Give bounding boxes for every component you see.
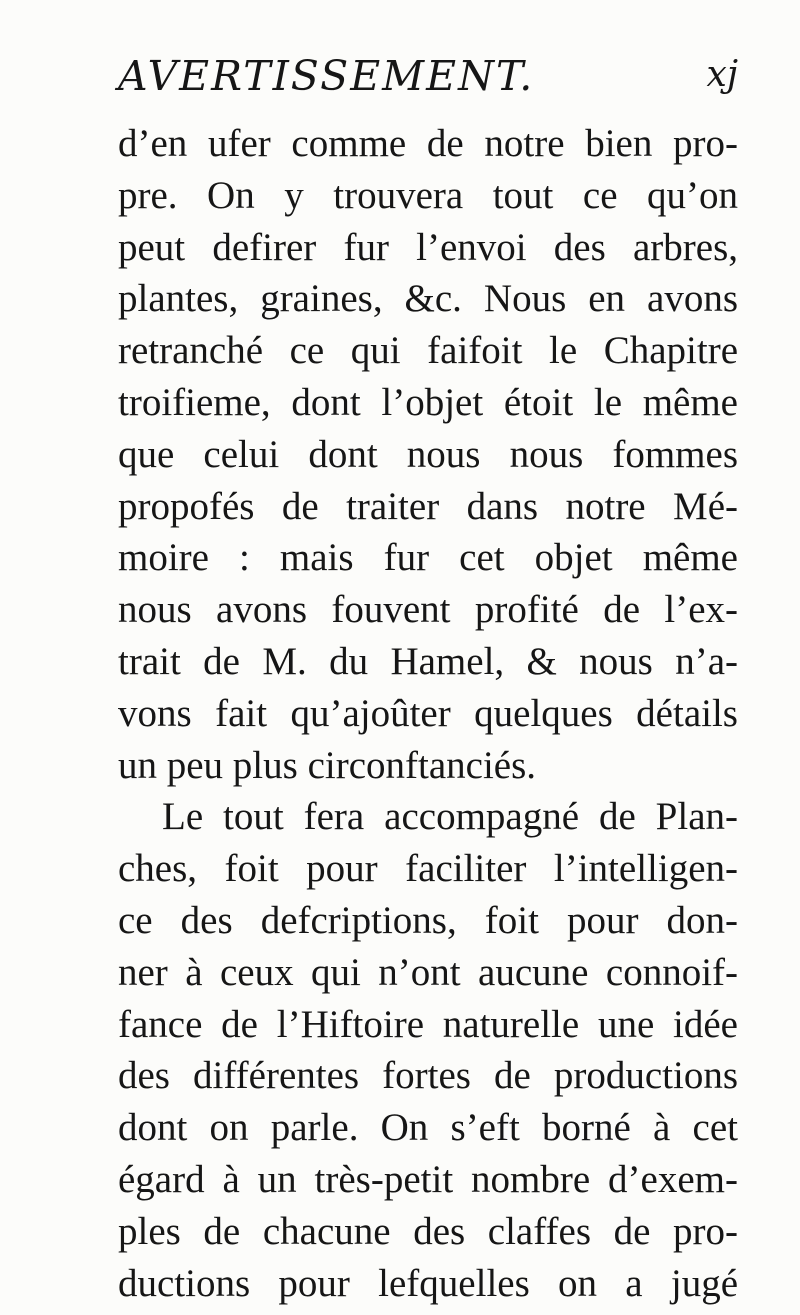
running-title: AVERTISSEMENT.: [118, 52, 535, 100]
text-line: ner à ceux qui n’ont aucune connoif-: [118, 950, 738, 994]
text-line: vons fait qu’ajoûter quelques détails: [118, 691, 738, 735]
text-line: ductions pour lefquelles on a jugé: [118, 1261, 738, 1305]
text-line: ce des defcriptions, foit pour don-: [118, 898, 738, 942]
text-line: nous avons fouvent profité de l’ex-: [118, 588, 738, 632]
page-number: xj: [706, 54, 738, 95]
text-line: des différentes fortes de productions: [118, 1054, 738, 1098]
page-header: [118, 52, 738, 112]
text-line: troifieme, dont l’objet étoit le même: [118, 380, 738, 424]
text-line: d’en ufer comme de notre bien pro-: [118, 122, 738, 165]
text-line: ples de chacune des claffes de pro-: [118, 1209, 738, 1253]
text-line: ches, foit pour faciliter l’intelligen-: [118, 847, 738, 891]
text-line: moire : mais fur cet objet même: [118, 536, 738, 580]
text-line: dont on parle. On s’eft borné à cet: [118, 1106, 738, 1150]
text-line: égard à un très-petit nombre d’exem-: [118, 1157, 738, 1201]
text-line: trait de M. du Hamel, & nous n’a-: [118, 639, 738, 683]
paragraph-start-line: Le tout fera accompagné de Plan-: [162, 795, 738, 839]
text-line: plantes, graines, &c. Nous en avons: [118, 277, 738, 321]
body-text: [118, 118, 738, 1309]
text-line: fance de l’Hiftoire naturelle une idée: [118, 1002, 738, 1046]
text-line: pre. On y trouvera tout ce qu’on: [118, 173, 738, 217]
text-line: peut defirer fur l’envoi des arbres,: [118, 225, 738, 269]
text-line: propofés de traiter dans notre Mé-: [118, 484, 738, 528]
text-line: que celui dont nous nous fommes: [118, 432, 738, 476]
text-line: retranché ce qui faifoit le Chapitre: [118, 329, 738, 373]
paragraph-end-line: un peu plus circonftanciés.: [118, 743, 537, 787]
